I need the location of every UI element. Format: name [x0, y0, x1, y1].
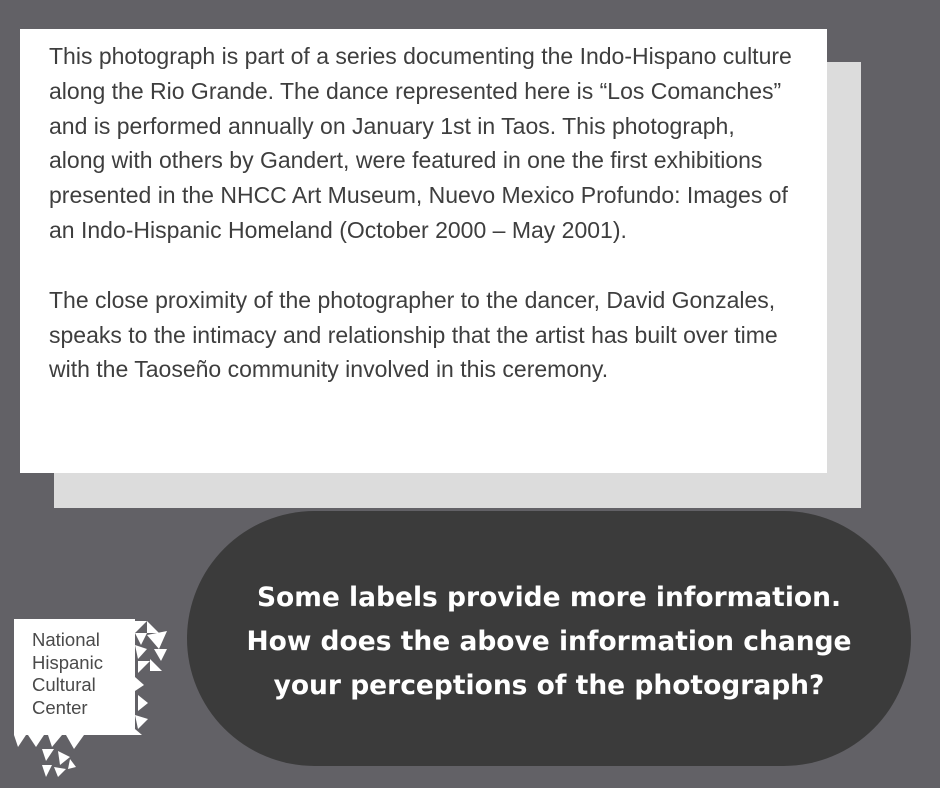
logo-line: National	[32, 629, 100, 650]
logo-triangle-pattern-icon	[14, 619, 170, 779]
info-paragraph-1: This photograph is part of a series documenting the Indo-Hispano culture along the Rio Grande. The dance represented here is “Los Comanches” and is performed annually on January 1st in Taos. This photograph, along with others by Gandert, were featured in one the first exhibitions presented in the NHCC Art Museum, Nuevo Mexico Profundo: Images of an Indo-Hispanic Homeland (October 2000 – May 2001).	[49, 43, 792, 243]
logo-line: Cultural	[32, 674, 96, 695]
info-paragraph-2: The close proximity of the photographer to the dancer, David Gonzales, speaks to the intimacy and relationship that the artist has built over time with the Taoseño community involved in this ceremony.	[49, 286, 778, 383]
nhcc-logo	[14, 619, 170, 779]
question-text: Some labels provide more information. How does the above information change your perceptions of the photograph?	[246, 581, 852, 701]
info-card	[20, 29, 827, 473]
question-pill	[187, 511, 911, 766]
logo-line: Hispanic	[32, 651, 103, 673]
logo-line: Center	[32, 696, 88, 718]
